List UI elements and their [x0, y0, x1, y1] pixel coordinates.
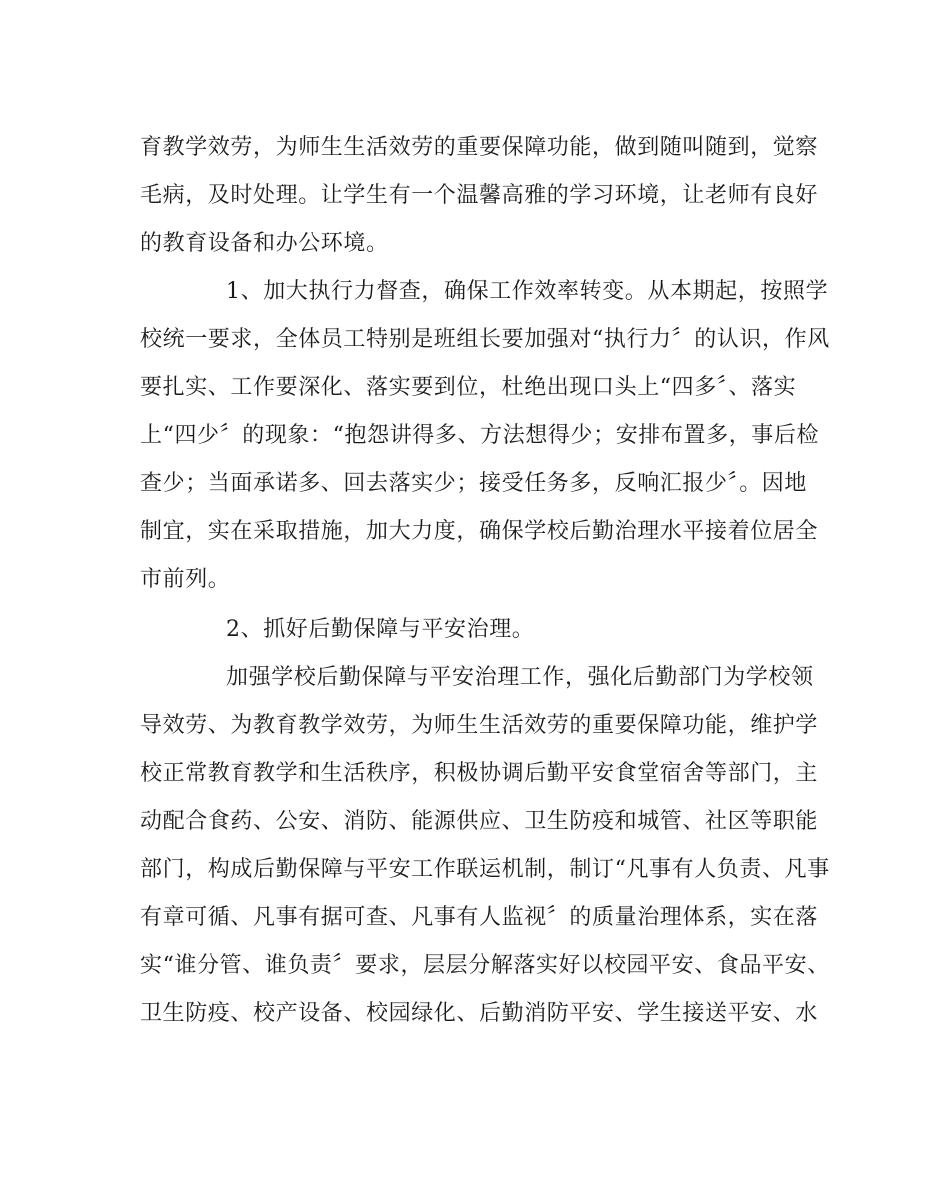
- text-line: 卫生防疫、校产设备、校园绿化、后勤消防平安、学生接送平安、水: [140, 1001, 819, 1026]
- text-line: 校统一要求，全体员工特别是班组长要加强对“执行力〞的认识，作风: [140, 327, 830, 352]
- text-line: 校正常教育教学和生活秩序，积极协调后勤平安食堂宿舍等部门，主: [140, 761, 819, 786]
- text-line: 部门，构成后勤保障与平安工作联运机制，制订“凡事有人负责、凡事: [140, 857, 830, 882]
- text-line: 的教育设备和办公环境。: [140, 231, 389, 256]
- text-line: 要扎实、工作要深化、落实要到位，杜绝出现口头上“四多〞、落实: [140, 375, 797, 400]
- text-line: 上“四少〞的现象：“抱怨讲得多、方法想得少；安排布置多，事后检: [140, 423, 820, 448]
- text-line: 实“谁分管、谁负责〞要求，层层分解落实好以校园平安、食品平安、: [140, 953, 830, 978]
- text-line: 动配合食药、公安、消防、能源供应、卫生防疫和城管、社区等职能: [140, 809, 819, 834]
- text-line: 育教学效劳，为师生生活效劳的重要保障功能，做到随叫随到，觉察: [140, 135, 819, 160]
- text-line: 市前列。: [140, 567, 231, 592]
- text-line: 加强学校后勤保障与平安治理工作，强化后勤部门为学校领: [226, 665, 814, 690]
- text-line: 毛病，及时处理。让学生有一个温馨高雅的学习环境，让老师有良好: [140, 183, 819, 208]
- text-line: 查少；当面承诺多、回去落实少；接受任务多，反响汇报少〞。因地: [140, 471, 808, 496]
- text-line: 导效劳、为教育教学效劳，为师生生活效劳的重要保障功能，维护学: [140, 713, 819, 738]
- text-line: 1、加大执行力督查，确保工作效率转变。从本期起，按照学: [226, 279, 829, 304]
- text-line: 2、抓好后勤保障与平安治理。: [226, 617, 535, 642]
- text-line: 有章可循、凡事有据可查、凡事有人监视〞的质量治理体系，实在落: [140, 905, 819, 930]
- text-line: 制宜，实在采取措施，加大力度，确保学校后勤治理水平接着位居全: [140, 519, 819, 544]
